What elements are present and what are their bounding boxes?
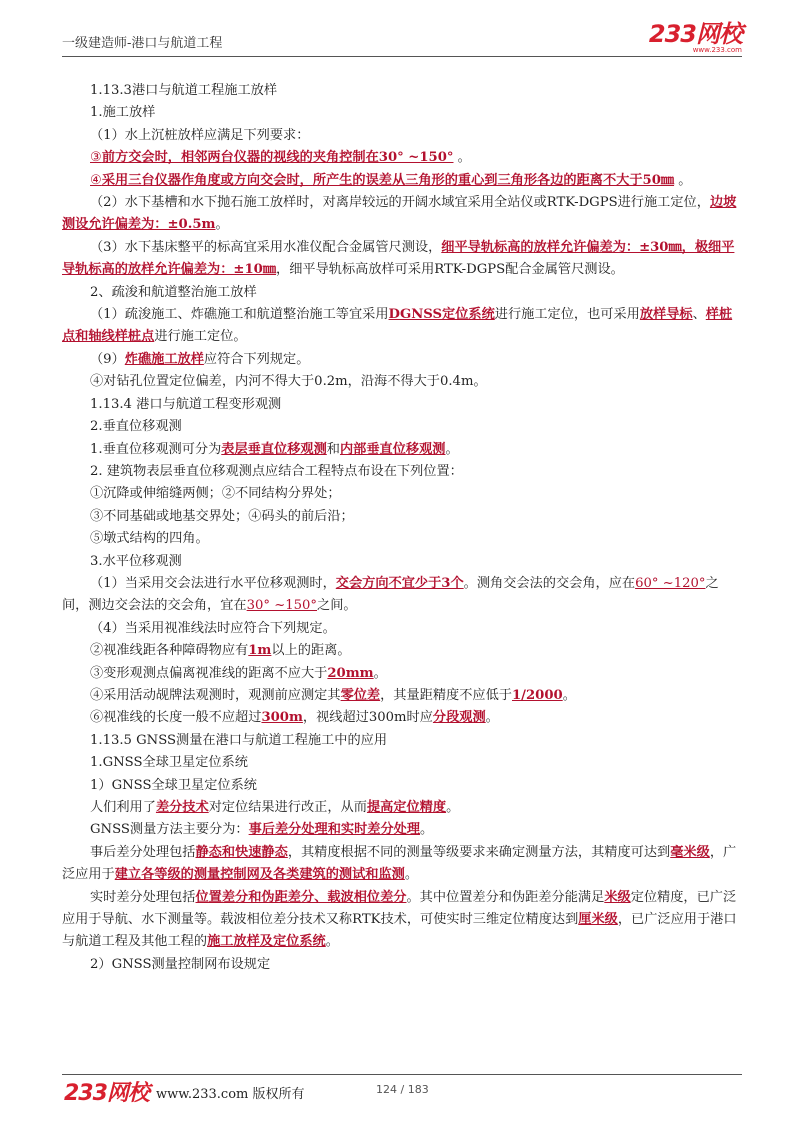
text-line	[62, 618, 742, 640]
text-segment: （1）当采用交会法进行水平位移观测时，	[90, 575, 336, 591]
text-segment: ④采用活动觇牌法观测时，观测前应测定其	[90, 687, 341, 703]
text-line	[62, 842, 742, 887]
text-segment: 以上的距离。	[271, 643, 351, 659]
text-segment: ，其量距精度不应低于	[380, 687, 512, 703]
text-segment: ①沉降或伸缩缝两侧；②不同结构分界处；	[90, 486, 341, 502]
text-segment: ，视线超过300m时应	[302, 710, 433, 726]
text-line	[62, 551, 742, 573]
text-segment: 1.GNSS全球卫星定位系统	[90, 755, 248, 771]
text-segment: 。	[215, 217, 229, 233]
text-segment: 。	[373, 665, 387, 681]
highlighted-text: 分段观测	[432, 710, 486, 726]
text-segment: 。	[562, 687, 576, 703]
text-line	[62, 304, 742, 349]
highlighted-text: 1m	[248, 643, 272, 659]
text-segment: 2、疏浚和航道整治施工放样	[90, 284, 257, 300]
text-segment: 。	[445, 441, 459, 457]
highlighted-text: 毫米级	[670, 844, 710, 860]
logo-text: 233网校	[648, 20, 742, 48]
text-segment: ，细平导轨标高放样可采用RTK-DGPS配合金属管尺测设。	[276, 262, 624, 278]
text-line	[62, 371, 742, 393]
highlighted-text: 边坡测设允许偏差为：±0.5m	[62, 195, 737, 233]
footer-logo: 233网校	[64, 1081, 149, 1106]
text-segment: ③不同基础或地基交界处；④码头的前后沿；	[90, 508, 354, 524]
text-segment: （1）疏浚施工、炸礁施工和航道整治施工等宜采用	[90, 307, 389, 323]
highlighted-text: 1/2000	[512, 687, 563, 703]
text-segment: 实时差分处理包括	[90, 889, 196, 905]
footer-copyright: www.233.com 版权所有	[156, 1087, 305, 1102]
text-segment: 1）GNSS全球卫星定位系统	[90, 777, 257, 793]
header-title: 一级建造师-港口与航道工程	[62, 36, 223, 51]
text-segment: 2.垂直位移观测	[90, 419, 182, 435]
text-line	[62, 237, 742, 282]
page-number: 124 / 183	[376, 1083, 429, 1096]
highlighted-text: 30° ~150°	[246, 598, 318, 614]
text-segment: 事后差分处理包括	[90, 844, 196, 860]
text-segment: ⑤墩式结构的四角。	[90, 531, 209, 547]
text-line	[62, 102, 742, 124]
text-segment: 。其中位置差分和伪距差分能满足	[406, 889, 605, 905]
text-segment: （3）水下基床整平的标高宜采用水准仪配合金属管尺测设，	[90, 239, 442, 255]
text-line	[62, 573, 742, 618]
text-segment: ，已广泛应用于港口与航道工程及其他工程的	[62, 912, 737, 950]
text-segment: 。	[404, 867, 419, 883]
text-segment: 1.施工放样	[90, 105, 156, 121]
text-line	[62, 954, 742, 976]
text-segment: 。	[674, 172, 692, 188]
text-segment: 1.13.3港口与航道工程施工放样	[90, 83, 278, 98]
text-line	[62, 528, 742, 550]
highlighted-text: 施工放样及定位系统	[207, 934, 326, 950]
highlighted-text: 表层垂直位移观测	[221, 441, 327, 457]
logo-url: www.233.com	[692, 46, 742, 54]
highlighted-text: 20mm	[327, 665, 374, 681]
text-segment: 对定位结果进行改正，从而	[208, 800, 367, 815]
text-line	[62, 349, 742, 371]
highlighted-text: 厘米级	[578, 912, 618, 928]
highlighted-text: 提高定位精度	[366, 800, 447, 815]
text-segment: ，其精度根据不同的测量等级要求来确定测量方法，其精度可达到	[287, 844, 671, 860]
text-segment: GNSS测量方法主要分为：	[90, 822, 249, 838]
highlighted-text: 事后差分处理和实时差分处理	[248, 822, 421, 838]
highlighted-text: 米级	[604, 889, 631, 905]
text-line	[62, 282, 742, 304]
text-segment: 进行施工定位。	[154, 329, 247, 345]
text-line	[62, 819, 742, 841]
text-line	[62, 192, 742, 237]
document-body	[62, 80, 742, 976]
highlighted-text: 静态和快速静态	[195, 844, 288, 860]
text-line	[62, 797, 742, 819]
text-segment: 2. 建筑物表层垂直位移观测点应结合工程特点布设在下列位置：	[90, 463, 463, 479]
text-line	[62, 394, 742, 416]
text-segment: 之间，测边交会法的交会角，宜在	[62, 575, 719, 614]
text-line	[62, 752, 742, 774]
text-segment: 1.13.5 GNSS测量在港口与航道工程施工中的应用	[90, 732, 388, 748]
header-divider	[62, 56, 742, 57]
highlighted-text: 炸礁施工放样	[124, 351, 204, 367]
text-line	[62, 506, 742, 528]
text-line	[62, 80, 742, 102]
text-line	[62, 730, 742, 752]
text-segment: （9）	[90, 351, 125, 367]
text-segment: 。	[420, 822, 434, 838]
text-segment: ②视准线距各种障碍物应有	[90, 643, 249, 659]
text-segment: （1）水上沉桩放样应满足下列要求：	[90, 127, 310, 143]
text-line	[62, 439, 742, 461]
highlighted-text: 差分技术	[155, 800, 209, 815]
text-segment: 3.水平位移观测	[90, 553, 182, 569]
highlighted-text: 零位差	[340, 687, 381, 703]
text-segment: 人们利用了	[90, 800, 156, 815]
highlighted-text: 位置差分和伪距差分、载波相位差分	[195, 889, 407, 905]
text-segment: ⑥视准线的长度一般不应超过	[90, 710, 262, 726]
text-segment: 1.垂直位移观测可分为	[90, 441, 222, 457]
text-segment: ，广泛应用于	[62, 844, 737, 883]
text-segment: （2）水下基槽和水下抛石施工放样时，对离岸较远的开阔水域宜采用全站仪或RTK-DGPS进行施工定位，	[90, 195, 710, 211]
text-segment: 。	[453, 150, 471, 166]
text-line	[62, 416, 742, 438]
text-segment: 。	[446, 800, 460, 815]
highlighted-text: 300m	[261, 710, 303, 726]
text-line	[62, 147, 742, 169]
page-header	[62, 20, 742, 58]
text-segment: 进行施工定位，也可采用	[494, 307, 640, 323]
highlighted-text: DGNSS定位系统	[388, 307, 495, 323]
text-line	[62, 707, 742, 729]
text-segment: ③变形观测点偏离视准线的距离不应大于	[90, 665, 328, 681]
text-segment: 。	[485, 710, 499, 726]
text-line	[62, 887, 742, 954]
text-line	[62, 170, 742, 192]
page-footer	[62, 1080, 742, 1104]
highlighted-text: 60° ~120°	[635, 575, 706, 591]
highlighted-text: 样桩点和轴线样桩点	[62, 307, 733, 345]
text-segment: 和	[326, 441, 340, 457]
text-segment: 、	[692, 307, 706, 323]
text-segment: ④对钻孔位置定位偏差，内河不得大于0.2m，沿海不得大于0.4m。	[90, 374, 487, 390]
highlighted-text: ④	[90, 172, 102, 188]
text-line	[62, 685, 742, 707]
highlighted-text: 放样导标	[639, 307, 693, 323]
brand-logo	[649, 22, 742, 54]
text-line	[62, 125, 742, 147]
footer-divider	[62, 1074, 742, 1075]
text-segment: （4）当采用视准线法时应符合下列规定。	[90, 620, 336, 636]
text-segment: 应符合下列规定。	[203, 351, 310, 367]
highlighted-text: 采用三台仪器作角度或方向交会时，所产生的误差从三角形的重心到三角形各边的距离不大于50㎜	[101, 172, 675, 188]
text-line	[62, 640, 742, 662]
text-line	[62, 483, 742, 505]
text-segment: 1.13.4 港口与航道工程变形观测	[90, 396, 282, 412]
text-line	[62, 461, 742, 483]
text-segment: 。	[325, 934, 339, 950]
highlighted-text: 建立各等级的测量控制网及各类建筑的测试和监测	[114, 867, 405, 883]
text-line	[62, 775, 742, 797]
text-segment: 定位精度，已广泛应用于导航、水下测量等。载波相位差分技术又称RTK技术，可使实时三维定位精度达到	[62, 889, 737, 928]
text-line	[62, 663, 742, 685]
highlighted-text: 前方交会时，相邻两台仪器的视线的夹角控制在30° ~150°	[101, 150, 454, 166]
highlighted-text: 细平导轨标高的放样允许偏差为：±30㎜，极细平导轨标高的放样允许偏差为：±10㎜	[62, 239, 735, 278]
highlighted-text: 交会方向不宜少于3个	[335, 575, 464, 591]
text-segment: 。测角交会法的交会角，应在	[463, 575, 636, 591]
highlighted-text: ③	[90, 150, 102, 166]
highlighted-text: 内部垂直位移观测	[339, 441, 446, 457]
text-segment: 之间。	[317, 598, 357, 614]
text-segment: 2）GNSS测量控制网布设规定	[90, 956, 271, 972]
